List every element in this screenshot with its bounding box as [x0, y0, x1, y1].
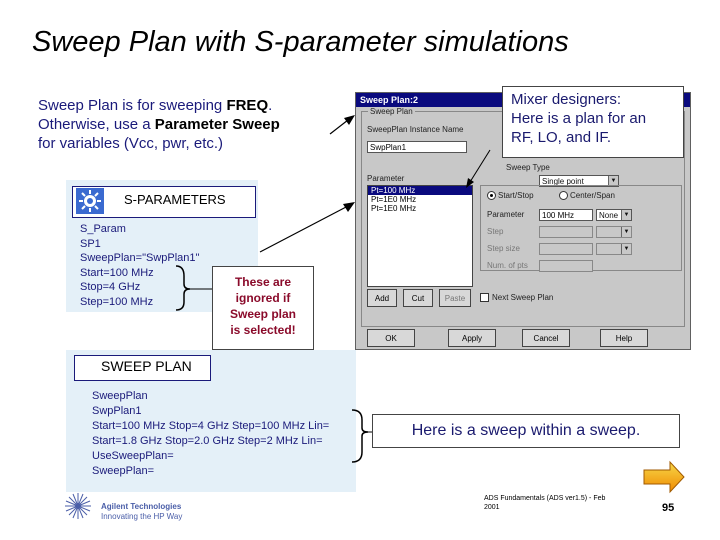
- next-slide-arrow-icon: [644, 462, 684, 492]
- dialog-group-label: Sweep Plan: [370, 107, 413, 116]
- sweep-plan-line: UseSweepPlan=: [92, 450, 174, 462]
- sweep-type-label: Sweep Type: [506, 163, 550, 172]
- note-mixer-line: Here is a plan for an: [511, 110, 647, 127]
- footer-line: 2001: [484, 504, 500, 511]
- note-sweep-within-callout: Here is a sweep within a sweep.: [372, 414, 680, 448]
- intro-line1-pre: Sweep Plan is for sweeping: [38, 97, 227, 114]
- radio-center-span-label: Center/Span: [570, 191, 615, 200]
- page-title: Sweep Plan with S-parameter simulations: [32, 26, 569, 58]
- instance-name-input[interactable]: SwpPlan1: [367, 141, 467, 153]
- arrow-to-dialog-bottom: [260, 206, 348, 252]
- chevron-down-icon: ▼: [621, 210, 631, 220]
- intro-param-sweep: Parameter Sweep: [154, 116, 280, 133]
- add-button[interactable]: Add: [367, 289, 397, 307]
- agilent-logo-icon: [65, 493, 91, 519]
- intro-line2-pre: Otherwise, use a: [38, 116, 155, 133]
- apply-button[interactable]: Apply: [448, 329, 496, 347]
- chevron-down-icon: ▼: [608, 176, 618, 186]
- sparam-line: Start=100 MHz: [80, 266, 154, 279]
- step-size-label: Step size: [487, 244, 520, 253]
- sparam-bracket: [176, 266, 190, 310]
- sweep-type-value: Single point: [542, 177, 584, 186]
- parameter-list-item[interactable]: Pt=1E0 MHz: [371, 195, 417, 204]
- company-tagline: Innovating the HP Way: [101, 512, 183, 521]
- sweep-plan-line: SweepPlan=: [92, 465, 155, 477]
- arrow-parameter-list-head: [466, 178, 474, 188]
- page-number: 95: [662, 502, 675, 514]
- sweep-plan-line: Start=1.8 GHz Stop=2.0 GHz Step=2 MHz Lin=: [92, 435, 323, 447]
- parameter-list-item[interactable]: Pt=100 MHz: [368, 186, 472, 195]
- note-mixer-line: Mixer designers:: [511, 91, 622, 108]
- intro-freq: FREQ: [226, 97, 269, 114]
- arrow-parameter-list: [470, 150, 490, 182]
- parameter-list-item[interactable]: Pt=1E0 MHz: [371, 204, 417, 213]
- sweep-plan-bracket: [352, 410, 368, 462]
- next-sweep-plan-label: Next Sweep Plan: [492, 293, 554, 302]
- note-ignored-line: Sweep plan: [229, 307, 297, 321]
- instance-name-label: SweepPlan Instance Name: [367, 125, 464, 134]
- sparam-line: S_Param: [80, 223, 126, 235]
- step-label: Step: [487, 227, 504, 236]
- sweep-plan-line: Start=100 MHz Stop=4 GHz Step=100 MHz Lin=: [92, 420, 330, 432]
- sparam-header-label: S-PARAMETERS: [124, 192, 226, 207]
- parameter-field-input[interactable]: 100 MHz: [539, 209, 593, 221]
- num-points-label: Num. of pts: [487, 261, 528, 270]
- note-mixer-line: RF, LO, and IF.: [511, 129, 612, 146]
- parameter-unit-value: None: [599, 211, 619, 220]
- chevron-down-icon: ▼: [621, 227, 631, 237]
- help-button[interactable]: Help: [600, 329, 648, 347]
- parameter-list-label: Parameter: [367, 174, 405, 183]
- sweep-plan-header-label: SWEEP PLAN: [101, 358, 192, 374]
- company-name: Agilent Technologies: [101, 502, 182, 511]
- note-ignored-line: These are: [234, 275, 292, 289]
- sweep-plan-line: SweepPlan: [92, 390, 148, 402]
- sparam-line: Stop=4 GHz: [80, 281, 141, 293]
- cut-button[interactable]: Cut: [403, 289, 433, 307]
- dialog-title: Sweep Plan:2: [360, 95, 419, 105]
- ok-button[interactable]: OK: [367, 329, 415, 347]
- cancel-button[interactable]: Cancel: [522, 329, 570, 347]
- radio-start-stop-label: Start/Stop: [498, 191, 534, 200]
- chevron-down-icon: ▼: [621, 244, 631, 254]
- sparam-line: SP1: [80, 237, 101, 250]
- footer-text: [484, 494, 605, 512]
- intro-line1-post: .: [268, 97, 273, 114]
- sweep-plan-line: SwpPlan1: [92, 405, 142, 417]
- note-ignored-line: is selected!: [230, 323, 296, 337]
- sparam-line: Step=100 MHz: [80, 295, 154, 308]
- arrow-to-dialog-top-head: [344, 115, 355, 125]
- note-ignored-line: ignored if: [235, 291, 291, 305]
- sparam-line: SweepPlan="SwpPlan1": [80, 252, 200, 264]
- footer-line: ADS Fundamentals (ADS ver1.5) - Feb: [484, 495, 606, 502]
- intro-line3: for variables (Vcc, pwr, etc.): [38, 135, 224, 152]
- parameter-field-label: Parameter: [487, 210, 525, 219]
- agilent-logo-text: [101, 502, 182, 522]
- arrow-to-dialog-top: [330, 120, 348, 134]
- paste-button[interactable]: Paste: [439, 289, 471, 307]
